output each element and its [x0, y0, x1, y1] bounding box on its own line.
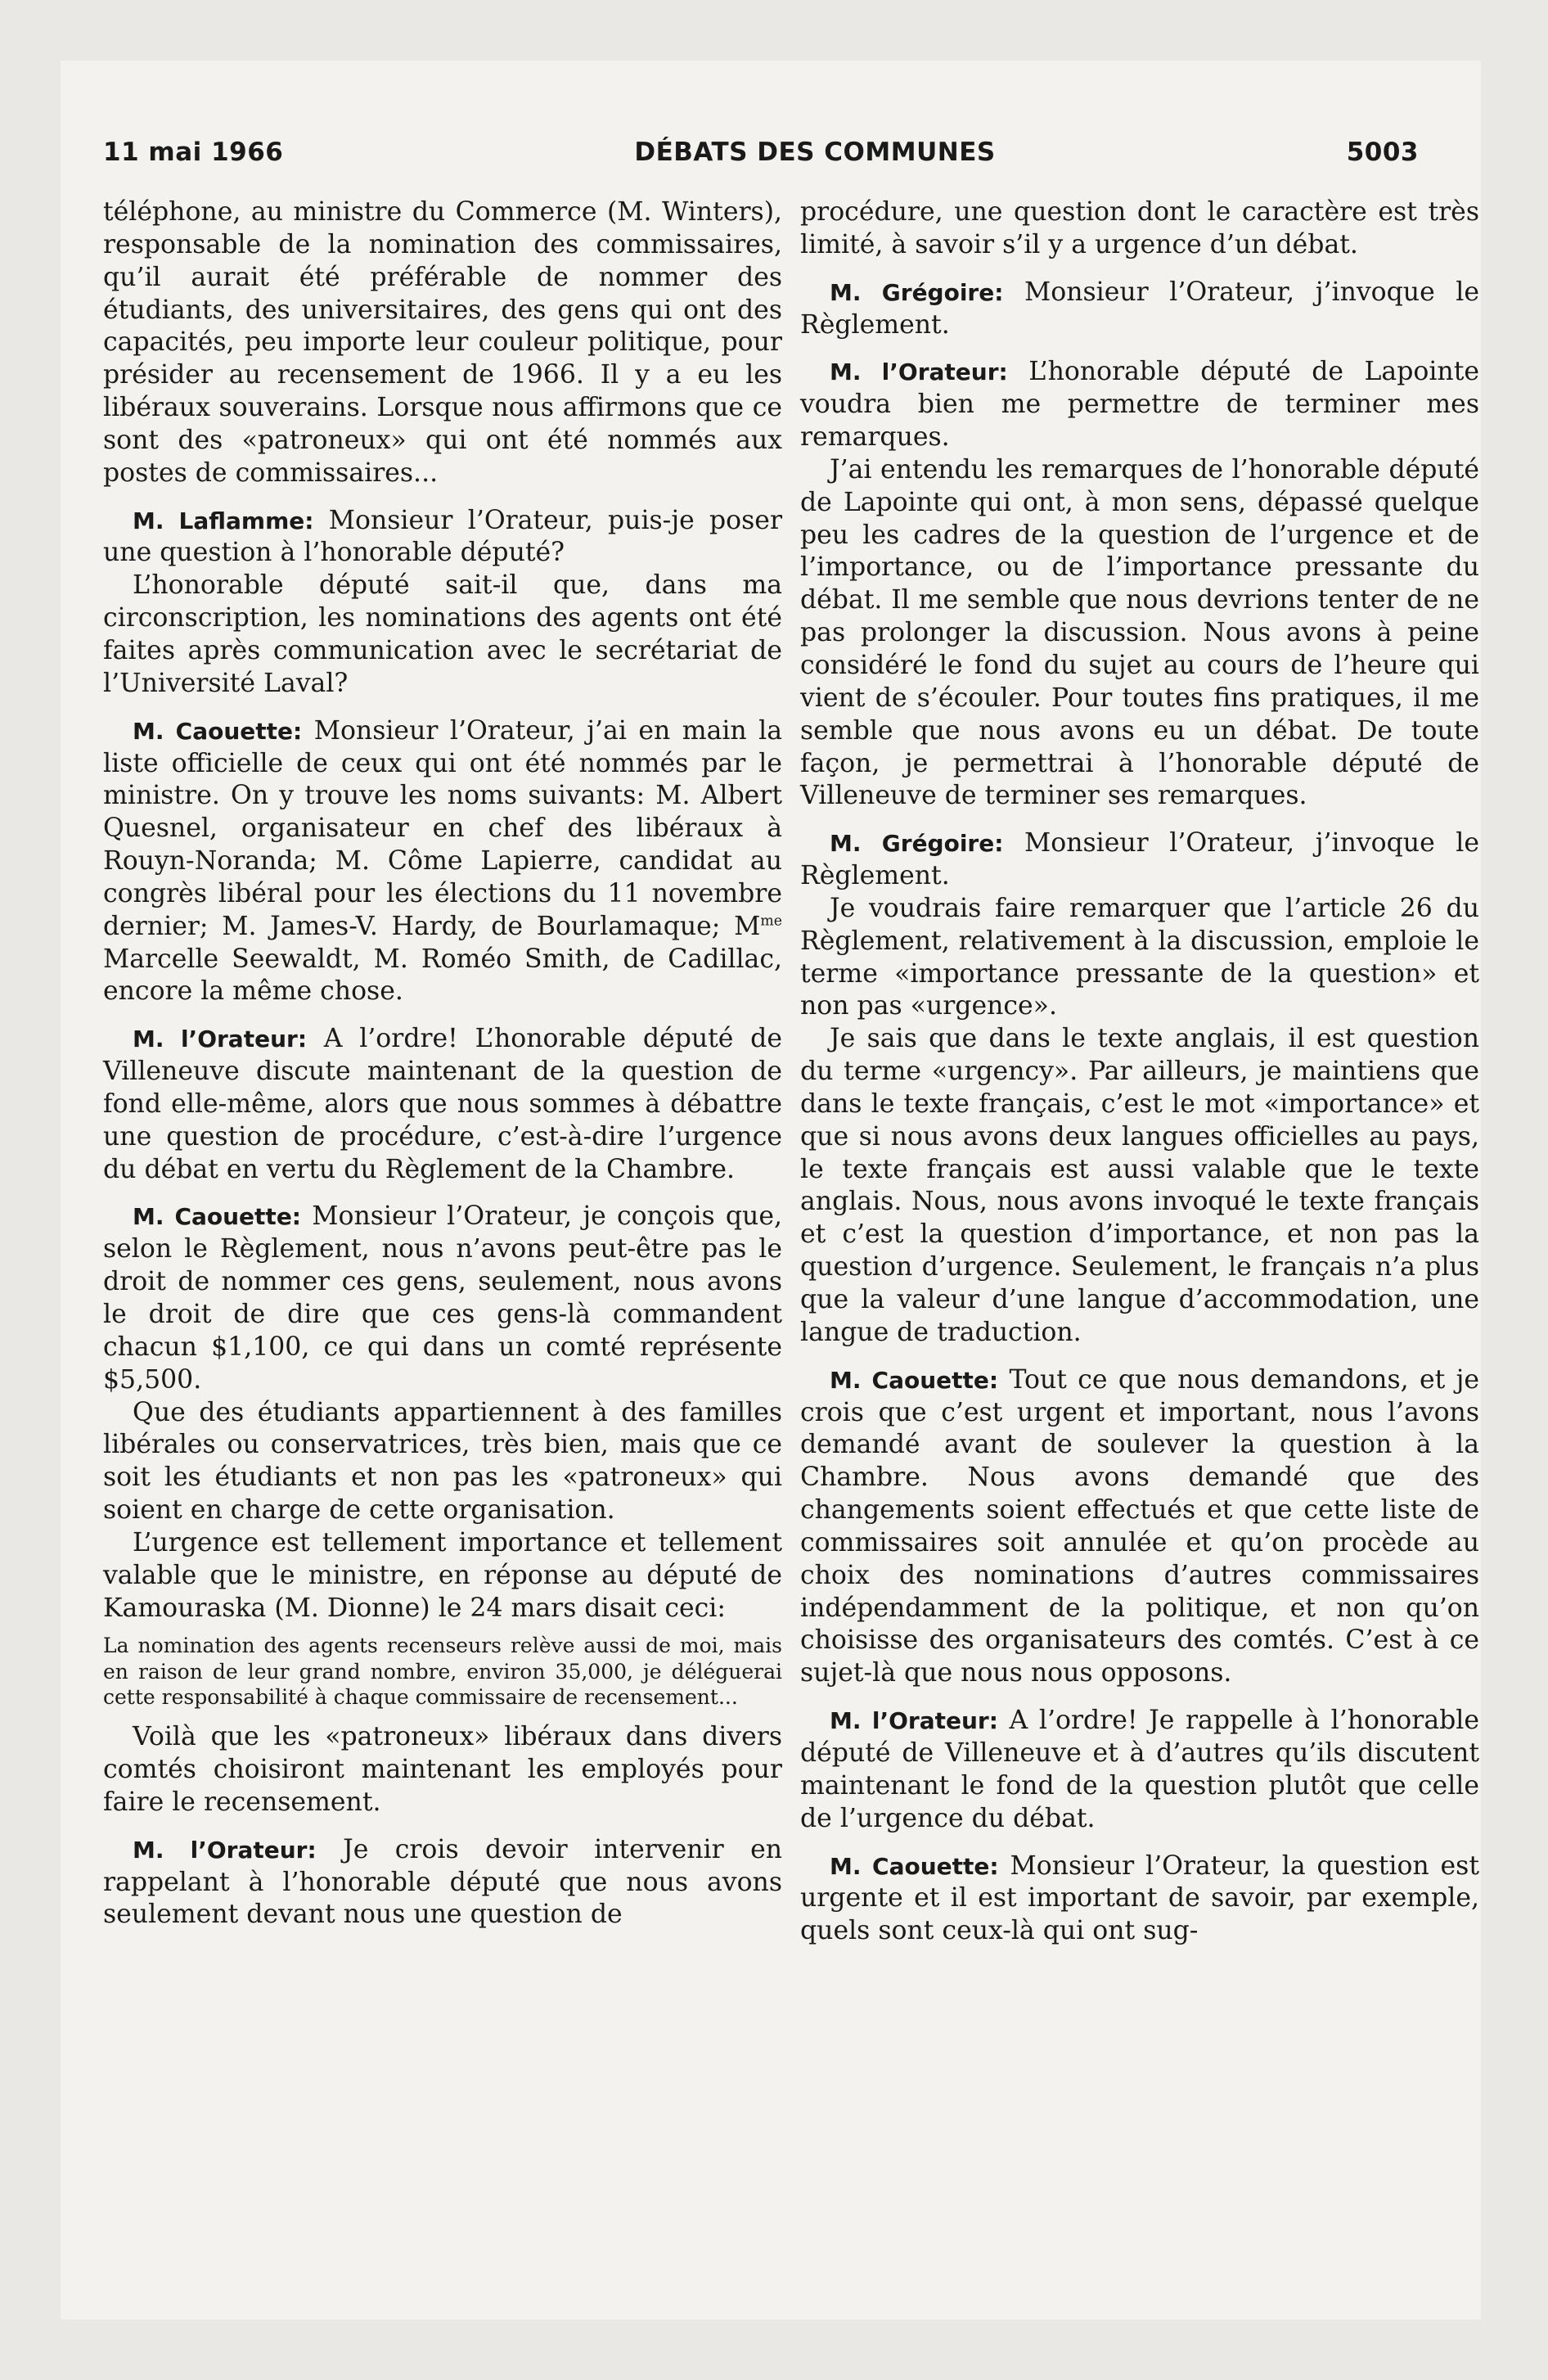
speaker-name: M. Grégoire:: [830, 830, 1004, 858]
speech-text: Monsieur l’Orateur, puis-je poser une question à l’honorable député?: [103, 505, 783, 568]
speaker-name: M. Laflamme:: [133, 507, 314, 534]
speaker-name: M. l’Orateur:: [133, 1025, 308, 1053]
paragraph: Je voudrais faire remarquer que l’article 26 du Règlement, relativement à la discussion, emploie le terme «importance pressante de la question» et non pas «urgence».: [800, 893, 1479, 1021]
paragraph: Je sais que dans le texte anglais, il est question du terme «urgency». Par ailleurs, je maintiens que dans le texte français, c’est le mot «importance» et que si nous avons deux langues officielles au pays, le texte français est aussi valable que le texte anglais. Nous, nous avons invoqué le texte français et c’est la question d’importance, et non pas la question d’urgence. Seulement, le français n’a plus que la valeur d’une langue d’accommodation, une langue de traduction.: [800, 1024, 1479, 1347]
speech-text: Je crois devoir intervenir en rappelant à l’honorable député que nous avons seulement devant nous une question de: [103, 1834, 782, 1930]
speech-text: Monsieur l’Orateur, la question est urgente et il est important de savoir, par exemple, quels sont ceux-là qui ont sug-: [800, 1850, 1479, 1946]
header-date: 11 mai 1966: [103, 137, 284, 167]
page-header: [103, 137, 1419, 178]
speech-text: Monsieur l’Orateur, j’invoque le Règlement.: [800, 828, 1479, 891]
speech-text: Tout ce que nous demandons, et je crois que c’est urgent et important, nous l’avons demandé avant de soulever la question à la Chambre. Nous avons demandé que des changements soient effectués et que cette liste de commissaires soit annulée et qu’on procède au choix des nominations d’autres commissaires indépendamment de la politique, et non qu’on choisisse des organisateurs des comtés. C’est à ce sujet-là que nous nous opposons.: [800, 1364, 1479, 1688]
speech-text: Monsieur l’Orateur, j’ai en main la liste officielle de ceux qui ont été nommés par le ministre. On y trouve les noms suivants: M. Albert Quesnel, organisateur en chef des libéraux à Rouyn-Noranda; M. Côme Lapierre, candidat au congrès libéral pour les élections du 11 novembre dernier; M. James-V. Hardy, de Bourlamaque; M: [103, 715, 783, 941]
speech-paragraph: [800, 1364, 1479, 1690]
header-title: DÉBATS DES COMMUNES: [634, 137, 996, 167]
superscript: me: [760, 913, 782, 930]
paragraph: J’ai entendu les remarques de l’honorable député de Lapointe qui ont, à mon sens, dépassé quelque peu les cadres de la question de l’urgence et de l’importance, ou de l’importance pressante du débat. Il me semble que nous devrions tenter de ne pas prolonger la discussion. Nous avons à peine considéré le fond du sujet au cours de l’heure qui vient de s’écouler. Pour toutes fins pratiques, il me semble que nous avons eu un débat. De toute façon, je permettrai à l’honorable député de Villeneuve de terminer ses remarques.: [800, 454, 1479, 811]
paragraph: téléphone, au ministre du Commerce (M. Winters), responsable de la nomination des commissaires, qu’il aurait été préférable de nommer des étudiants, des universitaires, des gens qui ont des capacités, peu importe leur couleur politique, pour présider au recensement de 1966. Il y a eu les libéraux souverains. Lorsque nous affirmons que ce sont des «patroneux» qui ont été nommés aux postes de commissaires...: [103, 197, 782, 488]
paragraph: L’urgence est tellement importance et tellement valable que le ministre, en réponse au député de Kamouraska (M. Dionne) le 24 mars disait ceci:: [103, 1527, 782, 1623]
speaker-name: M. l’Orateur:: [830, 358, 1008, 386]
speech-paragraph: [103, 505, 782, 570]
speech-text: A l’ordre! L’honorable député de Villeneuve discute maintenant de la question de fond elle-même, alors que nous sommes à débattre une question de procédure, c’est-à-dire l’urgence du débat en vertu du Règlement de la Chambre.: [103, 1024, 782, 1184]
speech-paragraph: [103, 1023, 782, 1186]
speaker-name: M. Caouette:: [830, 1366, 999, 1394]
left-column: [103, 196, 782, 1931]
speech-paragraph: [103, 1834, 782, 1932]
speech-text: L’honorable député de Lapointe voudra bien me permettre de terminer mes remarques.: [800, 357, 1479, 453]
paragraph: procédure, une question dont le caractère est très limité, à savoir s’il y a urgence d’un débat.: [800, 197, 1479, 259]
speech-paragraph: [800, 827, 1479, 893]
speaker-name: M. l’Orateur:: [133, 1836, 317, 1864]
paragraph: L’honorable député sait-il que, dans ma circonscription, les nominations des agents ont été faites après communication avec le secrétariat de l’Université Laval?: [103, 570, 782, 698]
speech-text: A l’ordre! Je rappelle à l’honorable député de Villeneuve et à d’autres qu’ils discutent maintenant le fond de la question plutôt que celle de l’urgence du débat.: [800, 1706, 1479, 1833]
speaker-name: M. Grégoire:: [830, 278, 1004, 306]
speech-paragraph: [800, 1850, 1479, 1949]
speech-paragraph: [103, 1201, 782, 1396]
speech-paragraph: [103, 715, 782, 1009]
header-page-number: 5003: [1346, 137, 1419, 167]
right-column: [800, 196, 1479, 1948]
speaker-name: M. Caouette:: [133, 717, 303, 745]
speaker-name: M. Caouette:: [133, 1203, 302, 1231]
speech-text: Monsieur l’Orateur, j’invoque le Règlement.: [800, 277, 1479, 340]
paragraph: Que des étudiants appartiennent à des familles libérales ou conservatrices, très bien, mais que ce soit les étudiants et non pas les «patroneux» qui soient en charge de cette organisation.: [103, 1397, 782, 1526]
speech-text: Monsieur l’Orateur, je conçois que, selon le Règlement, nous n’avons peut-être pas le droit de nommer ces gens, seulement, nous avons le droit de dire que ces gens-là commandent chacun $1,100, ce qui dans un comté représente $5,500.: [103, 1201, 783, 1395]
paragraph: Voilà que les «patroneux» libéraux dans divers comtés choisiront maintenant les employés pour faire le recensement.: [103, 1722, 782, 1817]
speaker-name: M. l’Orateur:: [830, 1707, 998, 1735]
speech-paragraph: [800, 356, 1479, 454]
speech-text: Marcelle Seewaldt, M. Roméo Smith, de Cadillac, encore la même chose.: [103, 944, 782, 1007]
speaker-name: M. Caouette:: [830, 1852, 999, 1880]
speech-paragraph: [800, 1705, 1479, 1835]
speech-paragraph: [800, 277, 1479, 342]
block-quote: La nomination des agents recenseurs relève aussi de moi, mais en raison de leur grand nombre, environ 35,000, je déléguerai cette responsabilité à chaque commissaire de recensement...: [103, 1634, 782, 1709]
